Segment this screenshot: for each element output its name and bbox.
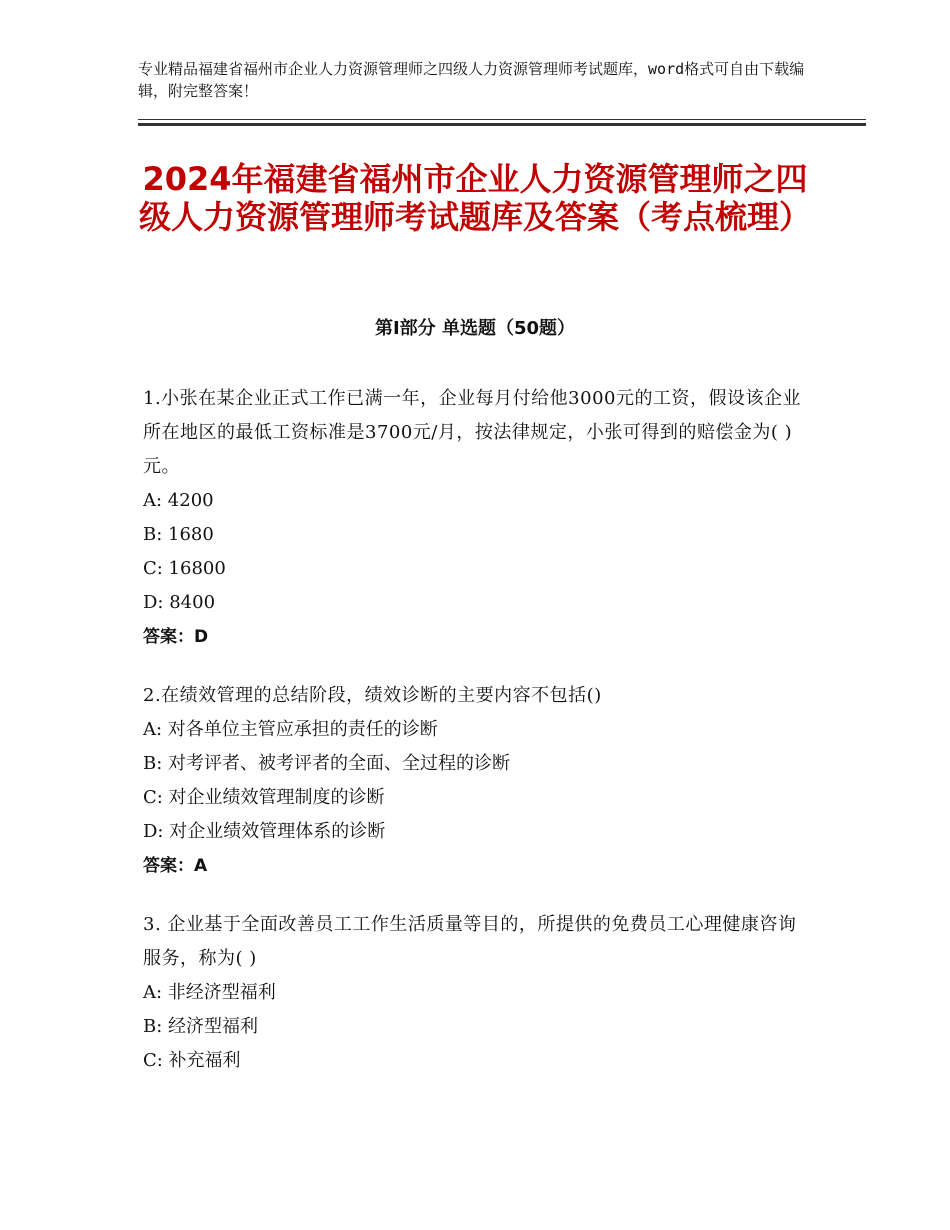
document-title: 2024年福建省福州市企业人力资源管理师之四级人力资源管理师考试题库及答案（考点梳理） xyxy=(138,160,811,236)
question-stem: 3. 企业基于全面改善员工工作生活质量等目的，所提供的免费员工心理健康咨询服务，称为( ) xyxy=(143,914,797,969)
option-b: B: 对考评者、被考评者的全面、全过程的诊断 xyxy=(143,753,511,774)
header-rule-thick xyxy=(138,123,866,126)
question-answer: 答案：D xyxy=(143,627,209,647)
option-b: B: 经济型福利 xyxy=(143,1016,259,1037)
option-a: A: 对各单位主管应承担的责任的诊断 xyxy=(143,719,438,740)
question-stem: 1.小张在某企业正式工作已满一年，企业每月付给他3000元的工资，假设该企业所在地区的最低工资标准是3700元/月，按法律规定，小张可得到的赔偿金为( )元。 xyxy=(143,388,801,477)
question-list xyxy=(143,382,808,1103)
option-b: B: 1680 xyxy=(143,524,214,545)
option-c: C: 对企业绩效管理制度的诊断 xyxy=(143,787,385,808)
option-c: C: 16800 xyxy=(143,558,226,579)
option-d: D: 8400 xyxy=(143,592,216,613)
question-stem: 2.在绩效管理的总结阶段，绩效诊断的主要内容不包括() xyxy=(143,685,602,706)
option-a: A: 非经济型福利 xyxy=(143,982,276,1003)
option-c: C: 补充福利 xyxy=(143,1050,241,1071)
question-1 xyxy=(143,382,808,654)
section-title: 第Ⅰ部分 单选题（50题） xyxy=(374,318,575,339)
header-rule-thin xyxy=(138,119,866,120)
question-2 xyxy=(143,679,808,883)
question-3 xyxy=(143,908,808,1078)
header-note: 专业精品福建省福州市企业人力资源管理师之四级人力资源管理师考试题库，word格式可自由下载编辑，附完整答案！ xyxy=(138,60,805,100)
option-a: A: 4200 xyxy=(143,490,214,511)
question-answer: 答案：A xyxy=(143,856,208,876)
option-d: D: 对企业绩效管理体系的诊断 xyxy=(143,821,386,842)
